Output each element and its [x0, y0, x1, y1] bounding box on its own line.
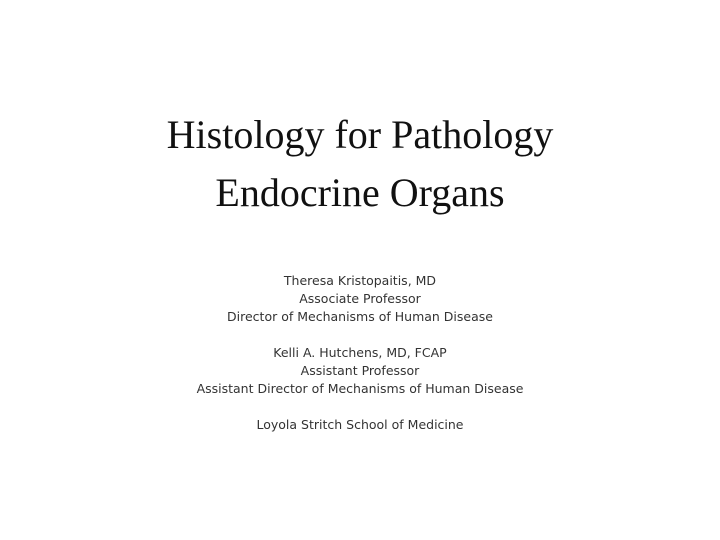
spacer: [0, 326, 720, 344]
author-name: Kelli A. Hutchens, MD, FCAP: [273, 345, 447, 360]
institution: Loyola Stritch School of Medicine: [256, 417, 464, 432]
author-position: Director of Mechanisms of Human Disease: [227, 309, 493, 324]
slide-subtitle: [0, 272, 720, 434]
title-line-1: Histology for Pathology: [166, 112, 554, 157]
author-name: Theresa Kristopaitis, MD: [283, 273, 437, 288]
author-position: Assistant Director of Mechanisms of Human Disease: [196, 381, 524, 396]
spacer: [0, 398, 720, 416]
slide-title: [0, 106, 720, 222]
author-block-2: [0, 344, 720, 398]
author-role: Associate Professor: [299, 291, 421, 306]
author-role: Assistant Professor: [300, 363, 420, 378]
author-block-1: [0, 272, 720, 326]
title-line-2: Endocrine Organs: [215, 170, 505, 215]
